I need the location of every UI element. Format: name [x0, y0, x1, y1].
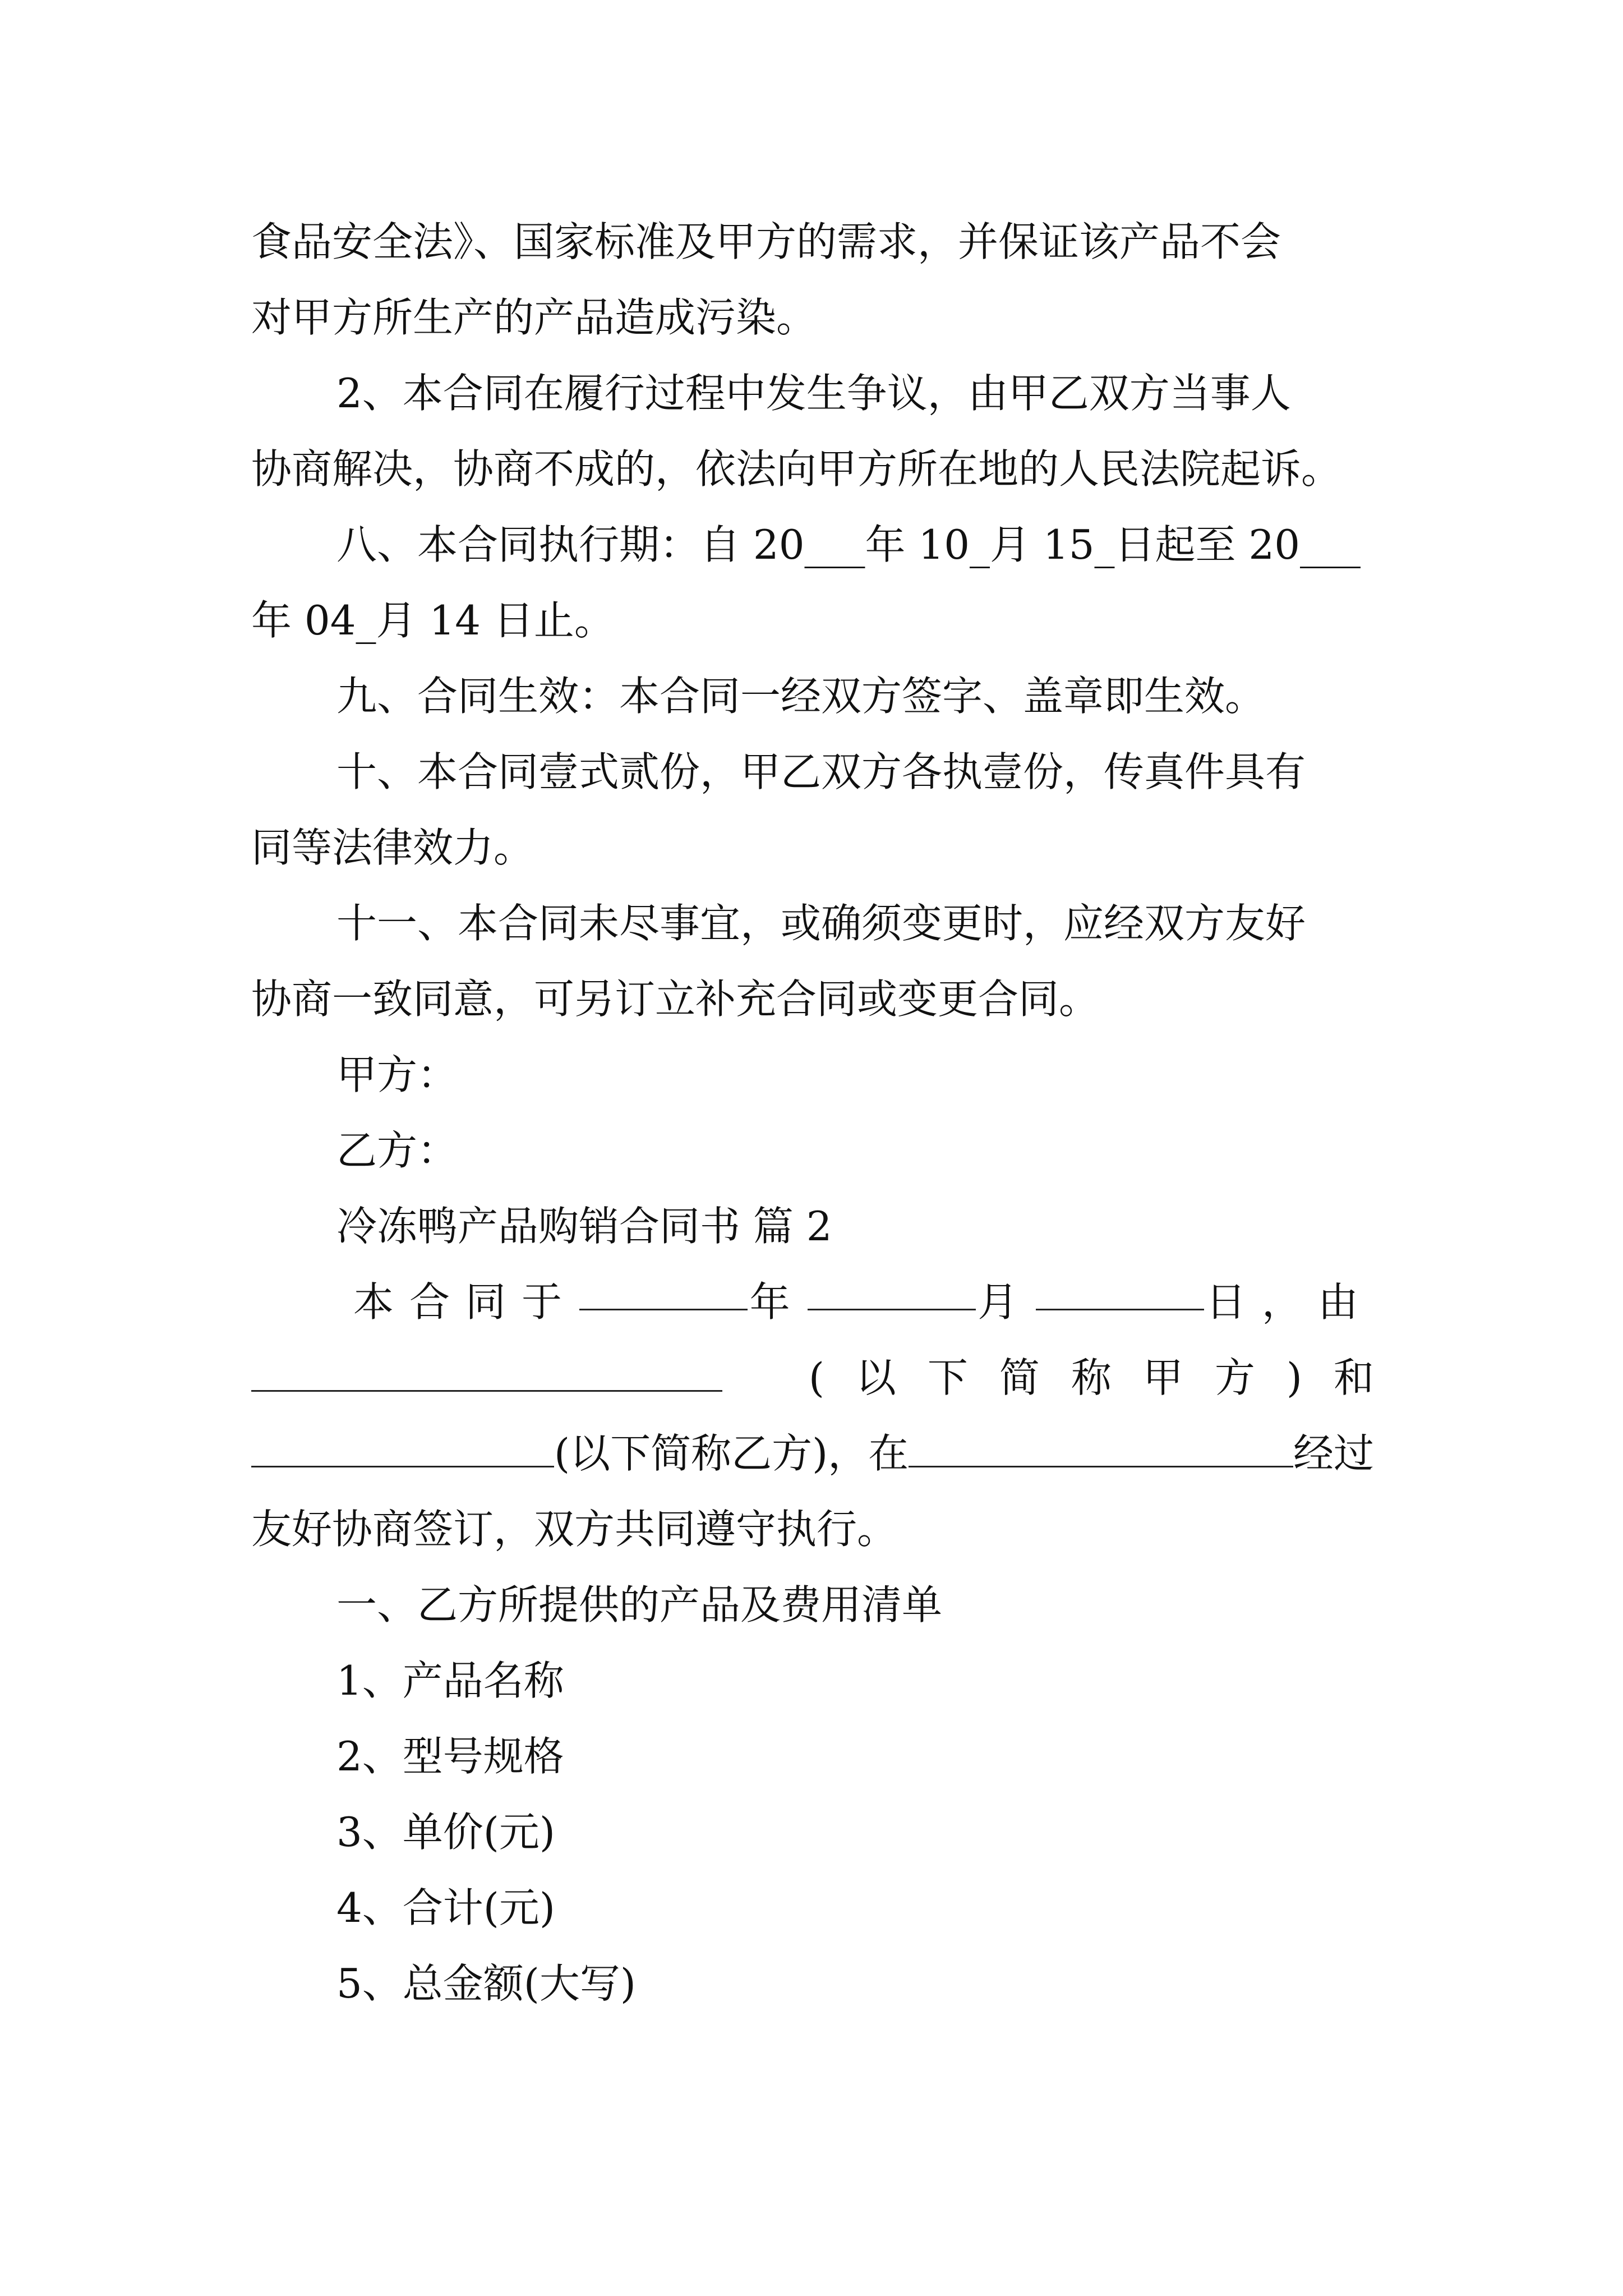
party-a-line [251, 1350, 1405, 1406]
party-b-line [251, 1425, 1374, 1481]
list-item: 2、型号规格 [336, 1733, 564, 1780]
paragraph-line: 九、合同生效：本合同一经双方签字、盖章即生效。 [336, 673, 1266, 720]
month-label: 月 [978, 1278, 1034, 1326]
section-heading: 冷冻鸭产品购销合同书 篇 2 [336, 1203, 832, 1250]
party-a-label: 甲方： [336, 1051, 458, 1098]
party-b-label: 乙方： [336, 1127, 458, 1174]
paragraph-line: 友好协商签订，双方共同遵守执行。 [251, 1506, 898, 1553]
paragraph-line: 协商一致同意，可另订立补充合同或变更合同。 [251, 976, 1100, 1023]
list-heading: 一、乙方所提供的产品及费用清单 [336, 1581, 943, 1628]
paragraph-line: 同等法律效力。 [251, 824, 534, 871]
list-item: 3、单价(元) [336, 1809, 555, 1856]
paragraph-line: 食品安全法》、国家标准及甲方的需求，并保证该产品不会 [251, 218, 1281, 265]
contract-date-prefix: 本合同于 [353, 1278, 578, 1326]
list-item: 4、合计(元) [336, 1884, 555, 1931]
blank-location-field[interactable] [909, 1431, 1293, 1467]
paragraph-line: 2、本合同在履行过程中发生争议，由甲乙双方当事人 [336, 370, 1291, 417]
blank-day-field[interactable] [1036, 1274, 1204, 1310]
year-label: 年 [749, 1278, 806, 1326]
party-b-abbrev: (以下简称乙方)，在 [554, 1430, 909, 1477]
paragraph-line: 十一、本合同未尽事宜，或确须变更时，应经双方友好 [336, 900, 1306, 947]
location-suffix: 经过 [1293, 1430, 1374, 1477]
paragraph-line: 协商解决，协商不成的，依法向甲方所在地的人民法院起诉。 [251, 445, 1342, 493]
day-label: 日，由 [1205, 1278, 1374, 1326]
blank-party-b-field[interactable] [251, 1431, 554, 1467]
blank-party-a-field[interactable] [251, 1355, 722, 1392]
contract-date-line [353, 1274, 1374, 1330]
paragraph-line: 十、本合同壹式贰份，甲乙双方各执壹份，传真件具有 [336, 748, 1306, 795]
list-item: 5、总金额(大写) [336, 1960, 636, 2007]
blank-month-field[interactable] [808, 1274, 976, 1310]
paragraph-line: 对甲方所生产的产品造成污染。 [251, 294, 817, 341]
blank-year-field[interactable] [579, 1274, 748, 1310]
paragraph-line: 八、本合同执行期：自 20___年 10_月 15_日起至 20___ [336, 521, 1361, 568]
party-a-abbrev: (以下简称甲方)和 [808, 1354, 1405, 1401]
paragraph-line: 年 04_月 14 日止。 [251, 597, 615, 644]
list-item: 1、产品名称 [336, 1657, 564, 1704]
